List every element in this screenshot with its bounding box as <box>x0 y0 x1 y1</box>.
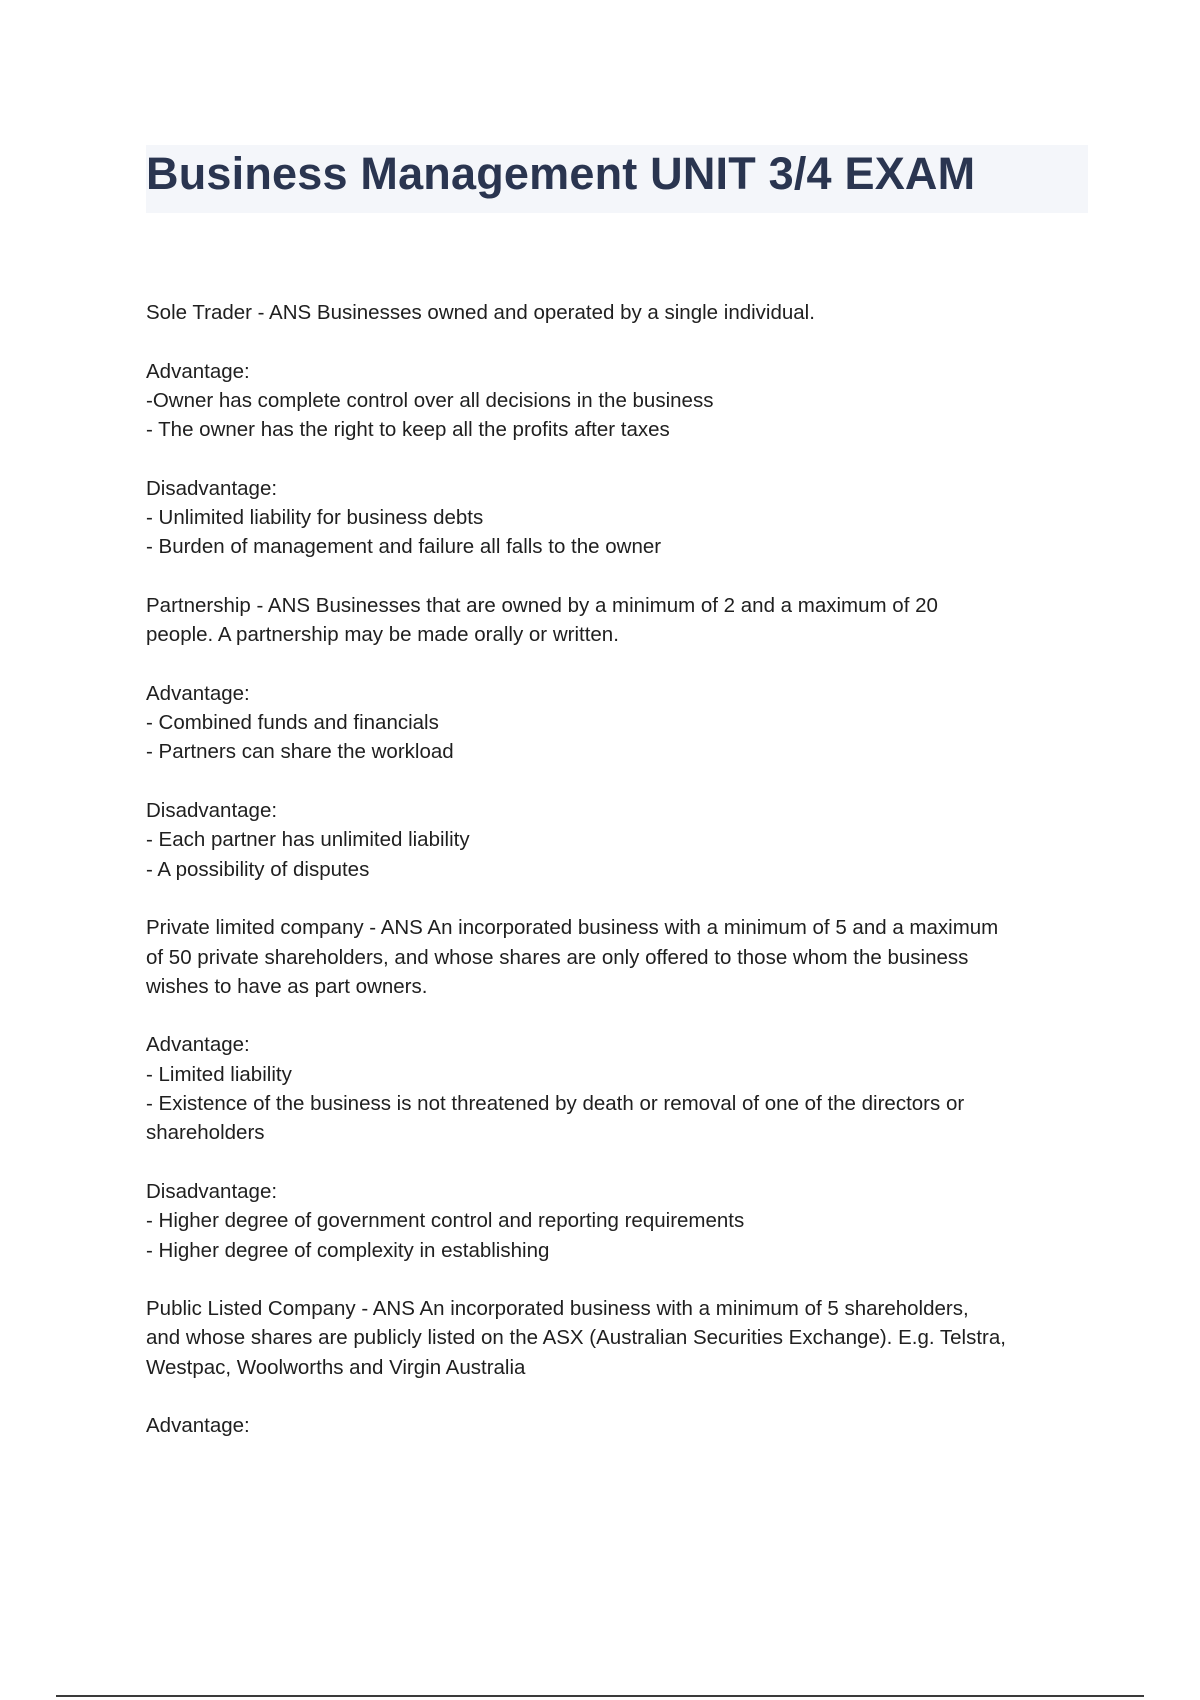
list-item: - Combined funds and financials <box>146 711 439 735</box>
disadvantages-block <box>146 796 1096 884</box>
list-item: - Each partner has unlimited liability <box>146 828 470 852</box>
list-item: - Higher degree of complexity in establishing <box>146 1238 550 1262</box>
list-item: - Existence of the business is not threatened by death or removal of one of the directors or <box>146 1092 965 1116</box>
section-heading: Disadvantage: <box>146 799 278 823</box>
section-heading: Advantage: <box>146 1414 250 1438</box>
list-item: - A possibility of disputes <box>146 857 370 881</box>
advantages-block <box>146 1030 1096 1147</box>
definition-text: Westpac, Woolworths and Virgin Australia <box>146 1355 526 1379</box>
list-item: - The owner has the right to keep all the profits after taxes <box>146 418 670 442</box>
section-heading: Advantage: <box>146 681 250 705</box>
disadvantages-block <box>146 1177 1096 1265</box>
definition-text: Public Listed Company - ANS An incorporated business with a minimum of 5 shareholders, <box>146 1297 969 1321</box>
definition-block <box>146 913 1096 1001</box>
advantages-block <box>146 357 1096 445</box>
definition-text: people. A partnership may be made orally or written. <box>146 623 619 647</box>
page-divider <box>56 1695 1144 1697</box>
list-item: - Limited liability <box>146 1062 292 1086</box>
definition-block <box>146 298 1096 327</box>
page-title: Business Management UNIT 3/4 EXAM <box>146 148 976 199</box>
definition-text: Partnership - ANS Businesses that are owned by a minimum of 2 and a maximum of 20 <box>146 593 938 617</box>
list-item: - Unlimited liability for business debts <box>146 506 484 530</box>
section-heading: Advantage: <box>146 1033 250 1057</box>
list-item: - Partners can share the workload <box>146 740 454 764</box>
definition-block <box>146 1294 1096 1382</box>
advantages-block <box>146 679 1096 767</box>
list-item: -Owner has complete control over all decisions in the business <box>146 388 714 412</box>
definition-text: Sole Trader - ANS Businesses owned and operated by a single individual. <box>146 301 815 324</box>
definition-block <box>146 591 1096 650</box>
section-heading: Disadvantage: <box>146 476 278 500</box>
definition-text: and whose shares are publicly listed on the ASX (Australian Securities Exchange). E.g. Telstra, <box>146 1326 1006 1350</box>
definition-text: of 50 private shareholders, and whose shares are only offered to those whom the business <box>146 945 969 969</box>
definition-text: Private limited company - ANS An incorporated business with a minimum of 5 and a maximum <box>146 916 999 940</box>
list-item: - Burden of management and failure all falls to the owner <box>146 535 662 559</box>
disadvantages-block <box>146 474 1096 562</box>
section-heading: Disadvantage: <box>146 1179 278 1203</box>
title-banner <box>146 145 1088 213</box>
document-body <box>146 298 1096 1441</box>
list-item: shareholders <box>146 1121 265 1145</box>
list-item: - Higher degree of government control and reporting requirements <box>146 1209 745 1233</box>
definition-text: wishes to have as part owners. <box>146 974 428 998</box>
advantages-block <box>146 1411 1096 1440</box>
section-heading: Advantage: <box>146 359 250 383</box>
